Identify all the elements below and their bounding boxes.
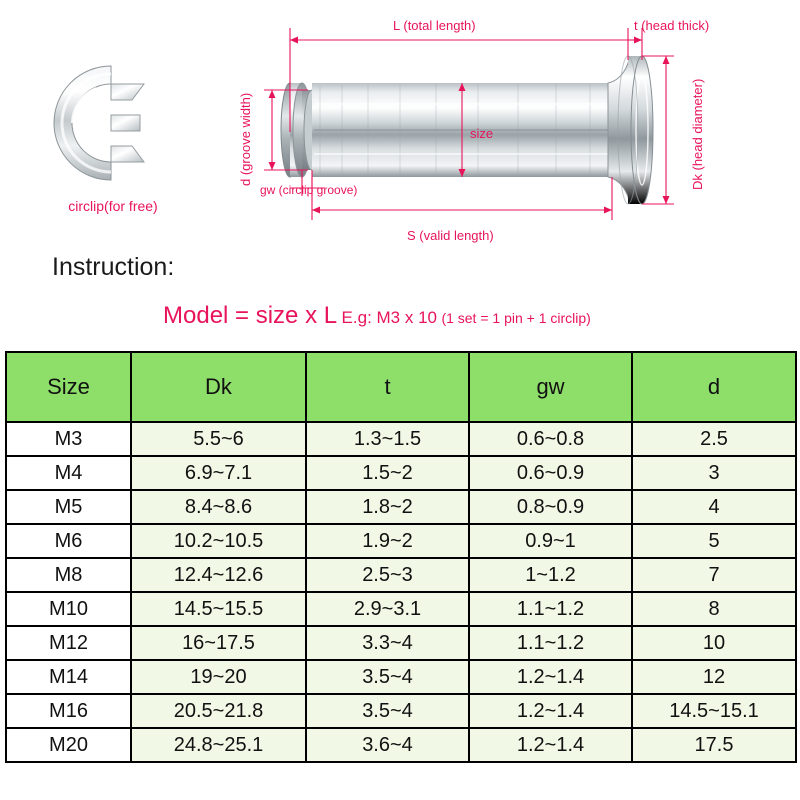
table-row bbox=[6, 660, 796, 694]
model-formula-line bbox=[163, 302, 591, 330]
dim-head-thickness: t (head thick) bbox=[634, 18, 710, 33]
cell-dk: 10.2~10.5 bbox=[131, 524, 306, 558]
table-header-dk: Dk bbox=[131, 352, 306, 422]
table-row bbox=[6, 558, 796, 592]
model-formula: Model = size x L bbox=[163, 302, 338, 329]
cell-dk: 14.5~15.5 bbox=[131, 592, 306, 626]
cell-d: 3 bbox=[632, 456, 796, 490]
cell-gw: 1.2~1.4 bbox=[469, 660, 632, 694]
cell-dk: 16~17.5 bbox=[131, 626, 306, 660]
dim-total-length: L (total length) bbox=[393, 18, 476, 33]
model-note: (1 set = 1 pin + 1 circlip) bbox=[441, 310, 591, 326]
cell-dk: 12.4~12.6 bbox=[131, 558, 306, 592]
cell-d: 12 bbox=[632, 660, 796, 694]
cell-t: 2.5~3 bbox=[306, 558, 469, 592]
dim-size: size bbox=[470, 126, 494, 141]
cell-d: 17.5 bbox=[632, 728, 796, 762]
table-row bbox=[6, 626, 796, 660]
dim-valid-length: S (valid length) bbox=[407, 228, 494, 243]
cell-gw: 1.2~1.4 bbox=[469, 694, 632, 728]
cell-gw: 1.1~1.2 bbox=[469, 626, 632, 660]
pin-svg bbox=[250, 20, 700, 230]
spec-table-container bbox=[5, 351, 795, 763]
table-row bbox=[6, 728, 796, 762]
cell-t: 1.3~1.5 bbox=[306, 422, 469, 456]
cell-d: 5 bbox=[632, 524, 796, 558]
cell-dk: 19~20 bbox=[131, 660, 306, 694]
cell-d: 4 bbox=[632, 490, 796, 524]
cell-size: M5 bbox=[6, 490, 131, 524]
table-row bbox=[6, 592, 796, 626]
cell-d: 10 bbox=[632, 626, 796, 660]
cell-gw: 0.8~0.9 bbox=[469, 490, 632, 524]
model-example: E.g: M3 x 10 bbox=[341, 308, 437, 327]
cell-t: 3.3~4 bbox=[306, 626, 469, 660]
table-header-row bbox=[6, 352, 796, 422]
cell-t: 1.8~2 bbox=[306, 490, 469, 524]
cell-gw: 0.6~0.8 bbox=[469, 422, 632, 456]
spec-table bbox=[5, 351, 797, 763]
cell-size: M14 bbox=[6, 660, 131, 694]
table-header-d: d bbox=[632, 352, 796, 422]
table-row bbox=[6, 422, 796, 456]
cell-size: M16 bbox=[6, 694, 131, 728]
cell-d: 7 bbox=[632, 558, 796, 592]
table-row bbox=[6, 524, 796, 558]
table-row bbox=[6, 456, 796, 490]
cell-dk: 24.8~25.1 bbox=[131, 728, 306, 762]
cell-dk: 20.5~21.8 bbox=[131, 694, 306, 728]
dim-circlip-groove: gw (circlip groove) bbox=[260, 183, 358, 197]
cell-gw: 0.9~1 bbox=[469, 524, 632, 558]
circlip-caption: circlip(for free) bbox=[68, 198, 158, 214]
cell-t: 1.9~2 bbox=[306, 524, 469, 558]
cell-size: M6 bbox=[6, 524, 131, 558]
cell-size: M4 bbox=[6, 456, 131, 490]
cell-t: 3.5~4 bbox=[306, 660, 469, 694]
dim-head-diameter: Dk (head diameter) bbox=[690, 78, 705, 190]
instruction-heading: Instruction: bbox=[52, 253, 175, 281]
cell-gw: 1.2~1.4 bbox=[469, 728, 632, 762]
table-header-gw: gw bbox=[469, 352, 632, 422]
circlip-svg bbox=[36, 58, 186, 188]
table-row bbox=[6, 490, 796, 524]
product-diagram bbox=[0, 0, 800, 348]
cell-dk: 8.4~8.6 bbox=[131, 490, 306, 524]
circlip-illustration bbox=[36, 58, 186, 188]
cell-d: 8 bbox=[632, 592, 796, 626]
cell-gw: 1.1~1.2 bbox=[469, 592, 632, 626]
cell-t: 2.9~3.1 bbox=[306, 592, 469, 626]
cell-t: 1.5~2 bbox=[306, 456, 469, 490]
cell-size: M20 bbox=[6, 728, 131, 762]
table-header-size: Size bbox=[6, 352, 131, 422]
cell-dk: 5.5~6 bbox=[131, 422, 306, 456]
cell-size: M3 bbox=[6, 422, 131, 456]
cell-t: 3.6~4 bbox=[306, 728, 469, 762]
cell-dk: 6.9~7.1 bbox=[131, 456, 306, 490]
cell-d: 14.5~15.1 bbox=[632, 694, 796, 728]
cell-size: M10 bbox=[6, 592, 131, 626]
cell-size: M8 bbox=[6, 558, 131, 592]
table-header-t: t bbox=[306, 352, 469, 422]
cell-d: 2.5 bbox=[632, 422, 796, 456]
dim-groove-width: d (groove width) bbox=[238, 92, 253, 186]
cell-gw: 0.6~0.9 bbox=[469, 456, 632, 490]
cell-size: M12 bbox=[6, 626, 131, 660]
table-row bbox=[6, 694, 796, 728]
cell-gw: 1~1.2 bbox=[469, 558, 632, 592]
cell-t: 3.5~4 bbox=[306, 694, 469, 728]
